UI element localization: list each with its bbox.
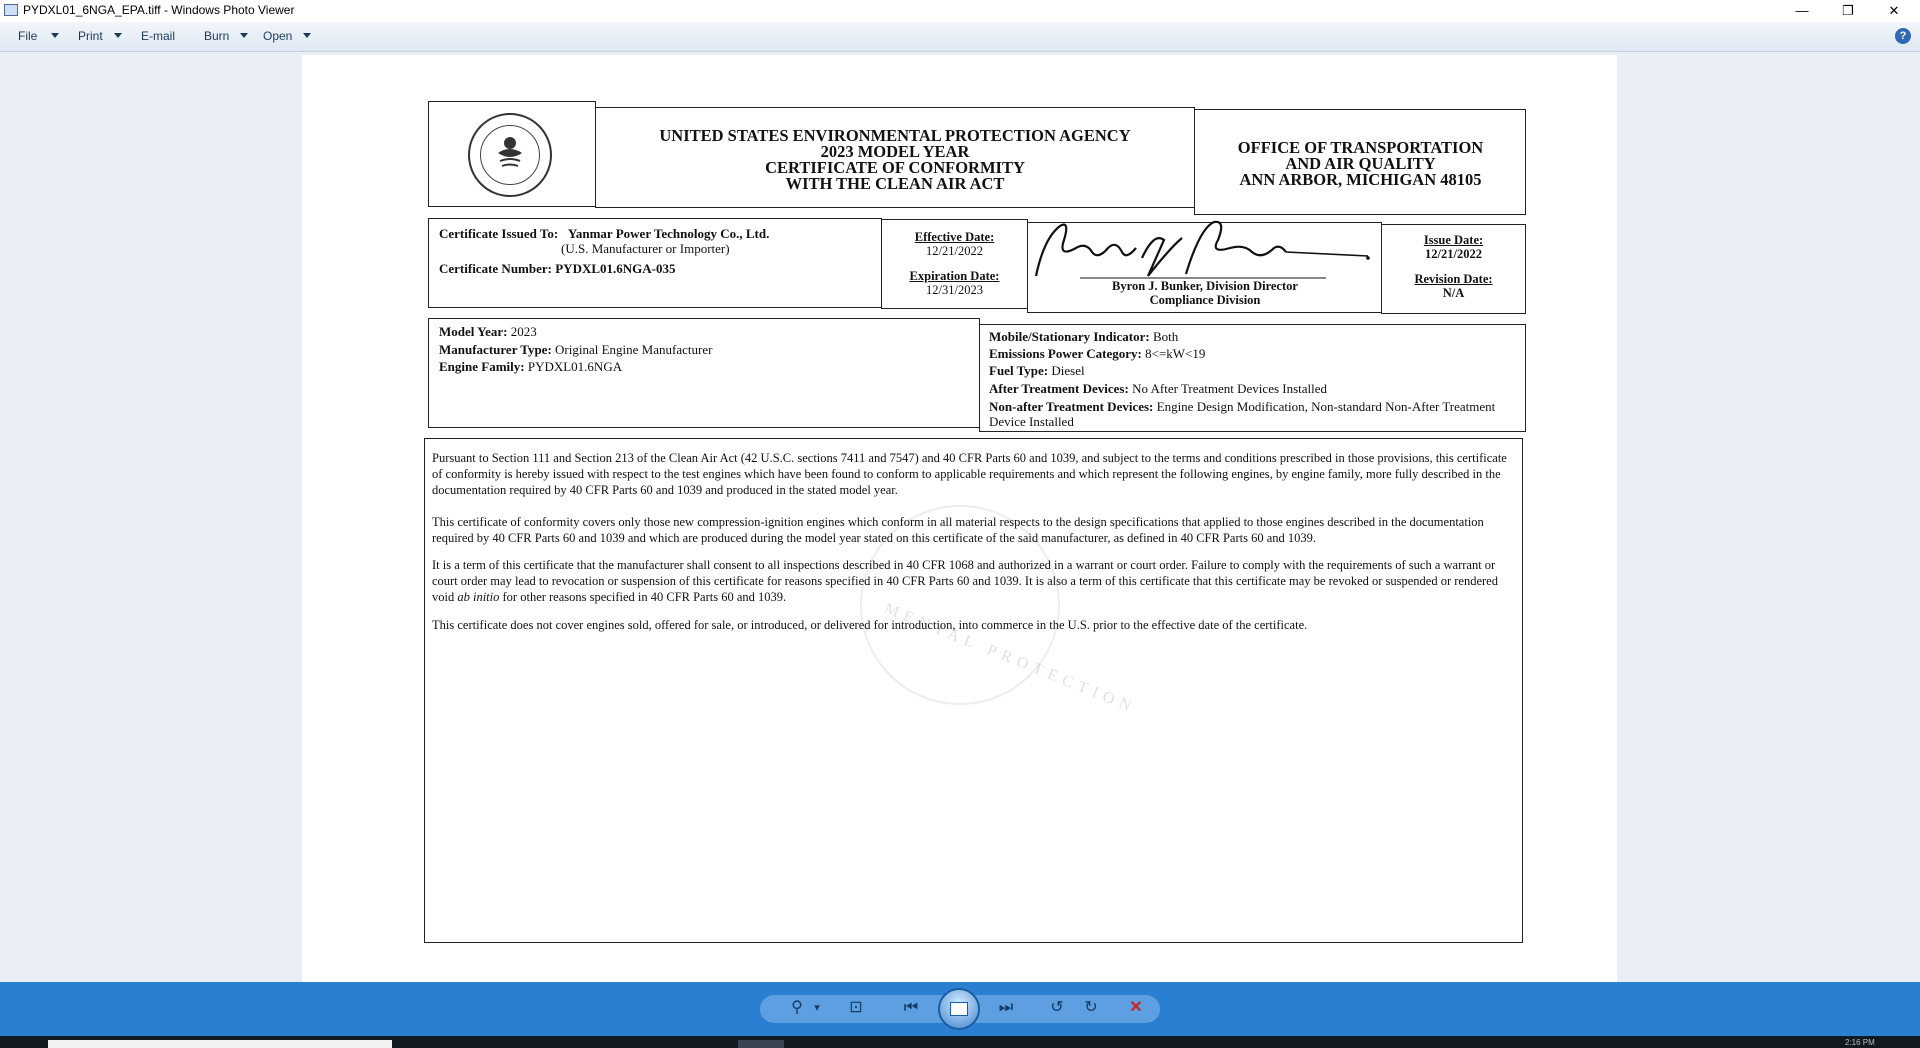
restore-button[interactable]: ❐ <box>1842 3 1854 18</box>
file-menu[interactable]: File <box>18 29 38 43</box>
terms-paragraph-3-end: for other reasons specified in 40 CFR Parts 60 and 1039. <box>499 590 787 604</box>
email-menu[interactable]: E-mail <box>141 29 176 43</box>
after-treatment-label: After Treatment Devices: <box>989 381 1129 396</box>
mobile-indicator-line <box>989 329 1178 344</box>
effective-date <box>891 230 1018 258</box>
signer-name: Byron J. Bunker, Division Director <box>1112 279 1298 293</box>
issued-to-value: Yanmar Power Technology Co., Ltd. <box>567 226 770 241</box>
agency-line-3: CERTIFICATE OF CONFORMITY <box>765 158 1025 177</box>
issue-date <box>1391 233 1516 261</box>
terms-paragraph-3 <box>432 557 1507 605</box>
after-treatment-value: No After Treatment Devices Installed <box>1132 381 1328 396</box>
signer-division: Compliance Division <box>1149 293 1261 307</box>
print-menu[interactable]: Print <box>78 29 103 43</box>
taskbar-active-app[interactable] <box>738 1040 784 1048</box>
non-after-treatment-line <box>989 399 1514 429</box>
agency-line-1: UNITED STATES ENVIRONMENTAL PROTECTION AGENCY <box>659 126 1131 145</box>
issued-to-line <box>439 226 769 241</box>
terms-paragraph-3-text: It is a term of this certificate that the manufacturer shall consent to all inspections described in 40 CFR 1068 and authorized in a warrant or court order. Failure to comply with the requirements of such a warrant or court order may lead to revocation or suspension of this certificate for reasons specified in 40 CFR Parts 60 and 1039. It is also a term of this certificate that this certificate may be revoked or suspended or rendered void <box>432 558 1498 604</box>
revision-date-value: N/A <box>1442 286 1465 300</box>
issue-date-value: 12/21/2022 <box>1425 247 1482 261</box>
expiration-date-value: 12/31/2023 <box>926 283 983 297</box>
close-button[interactable]: ✕ <box>1888 3 1900 18</box>
office-line-1: OFFICE OF TRANSPORTATION <box>1237 138 1484 157</box>
model-year-label: Model Year: <box>439 324 508 339</box>
taskbar-search-box[interactable] <box>48 1040 392 1048</box>
revision-date-label: Revision Date: <box>1414 272 1493 286</box>
non-after-treatment-label: Non-after Treatment Devices: <box>989 399 1154 414</box>
effective-date-label: Effective Date: <box>914 230 995 244</box>
after-treatment-line <box>989 381 1327 396</box>
help-icon[interactable]: ? <box>1895 28 1911 44</box>
office-line-2: AND AIR QUALITY <box>1285 154 1436 173</box>
mobile-indicator-label: Mobile/Stationary Indicator: <box>989 329 1150 344</box>
actual-size-icon[interactable]: ⊡ <box>849 999 863 1016</box>
menu-bar <box>0 22 1920 52</box>
open-menu[interactable]: Open <box>263 29 293 43</box>
manufacturer-type-label: Manufacturer Type: <box>439 342 552 357</box>
next-image-icon[interactable]: ⏭ <box>998 999 1014 1016</box>
slideshow-icon <box>950 1002 968 1016</box>
viewer-toolbar <box>0 982 1920 1036</box>
revision-date <box>1391 272 1516 300</box>
fuel-type-line <box>989 363 1085 378</box>
delete-icon[interactable]: ✕ <box>1129 999 1143 1016</box>
power-category-line <box>989 346 1205 361</box>
fuel-type-label: Fuel Type: <box>989 363 1049 378</box>
director-signature <box>1030 218 1375 280</box>
mobile-indicator-value: Both <box>1152 329 1179 344</box>
zoom-dropdown-arrow-icon[interactable]: ▾ <box>814 1002 820 1014</box>
epa-flower-icon <box>494 131 526 171</box>
agency-title <box>600 128 1190 192</box>
terms-paragraph-1: Pursuant to Section 111 and Section 213 of the Clean Air Act (42 U.S.C. sections 7411 and 7547) and 40 CFR Parts 60 and 1039, and subject to the terms and conditions prescribed in those provisions, this certificate of conformity is hereby issued with respect to the test engines which have been found to conform to applicable requirements and which represent the following engines, by engine family, more fully described in the documentation required by 40 CFR Parts 60 and 1039 and produced in the stated model year. <box>432 451 1507 497</box>
title-bar <box>0 0 1920 22</box>
file-dropdown-arrow-icon[interactable] <box>51 33 59 38</box>
agency-line-4: WITH THE CLEAN AIR ACT <box>785 174 1005 193</box>
rotate-clockwise-icon[interactable]: ↻ <box>1084 999 1098 1016</box>
non-after-treatment-value: Engine Design Modification, Non-standard Non-After Treatment Device Installed <box>989 399 1496 429</box>
watermark-text: MENTAL PROTECTION <box>881 600 1139 718</box>
zoom-icon[interactable]: ⚲ <box>791 999 803 1016</box>
engine-family-label: Engine Family: <box>439 359 525 374</box>
expiration-date-label: Expiration Date: <box>909 269 1000 283</box>
minimize-button[interactable]: — <box>1795 3 1809 18</box>
print-dropdown-arrow-icon[interactable] <box>114 33 122 38</box>
burn-menu[interactable]: Burn <box>204 29 230 43</box>
engine-family-line <box>439 359 622 374</box>
rotate-counterclockwise-icon[interactable]: ↺ <box>1050 999 1064 1016</box>
slideshow-button[interactable] <box>938 988 980 1030</box>
open-dropdown-arrow-icon[interactable] <box>303 33 311 38</box>
cert-number-label: Certificate Number: <box>439 261 552 276</box>
office-line-3: ANN ARBOR, MICHIGAN 48105 <box>1239 170 1482 189</box>
issued-to-label: Certificate Issued To: <box>439 226 559 241</box>
previous-image-icon[interactable]: ⏮ <box>903 999 919 1016</box>
terms-paragraph-4: This certificate does not cover engines sold, offered for sale, or introduced, or delivered for introduction, into commerce in the U.S. prior to the effective date of the certificate. <box>432 618 1308 632</box>
issue-date-label: Issue Date: <box>1423 233 1484 247</box>
cert-number-line <box>439 261 675 276</box>
burn-dropdown-arrow-icon[interactable] <box>240 33 248 38</box>
engine-family-value: PYDXL01.6NGA <box>527 359 623 374</box>
power-category-value: 8<=kW<19 <box>1145 346 1206 361</box>
power-category-label: Emissions Power Category: <box>989 346 1142 361</box>
model-year-line <box>439 324 537 339</box>
issued-to-note: (U.S. Manufacturer or Importer) <box>561 241 730 256</box>
office-title <box>1198 140 1523 188</box>
terms-paragraph-2: This certificate of conformity covers only those new compression-ignition engines which conform in all material respects to the design specifications that applied to those engines described in the documentation required by 40 CFR Parts 60 and 1039 and which are produced during the model year stated on this certificate of the said manufacturer, as defined in 40 CFR Parts 60 and 1039. <box>432 515 1484 545</box>
photo-viewer-app-icon <box>4 4 18 16</box>
manufacturer-type-line <box>439 342 712 357</box>
effective-date-value: 12/21/2022 <box>926 244 983 258</box>
window-title: PYDXL01_6NGA_EPA.tiff - Windows Photo Viewer <box>23 3 295 17</box>
fuel-type-value: Diesel <box>1051 363 1085 378</box>
manufacturer-type-value: Original Engine Manufacturer <box>555 342 713 357</box>
model-year-value: 2023 <box>510 324 537 339</box>
epa-seal <box>468 113 552 197</box>
cert-number-value: PYDXL01.6NGA-035 <box>555 261 676 276</box>
terms-paragraph-3-italic: ab initio <box>457 590 500 604</box>
agency-line-2: 2023 MODEL YEAR <box>820 142 970 161</box>
taskbar-clock: 2:16 PM <box>1845 1038 1875 1047</box>
expiration-date <box>891 269 1018 297</box>
